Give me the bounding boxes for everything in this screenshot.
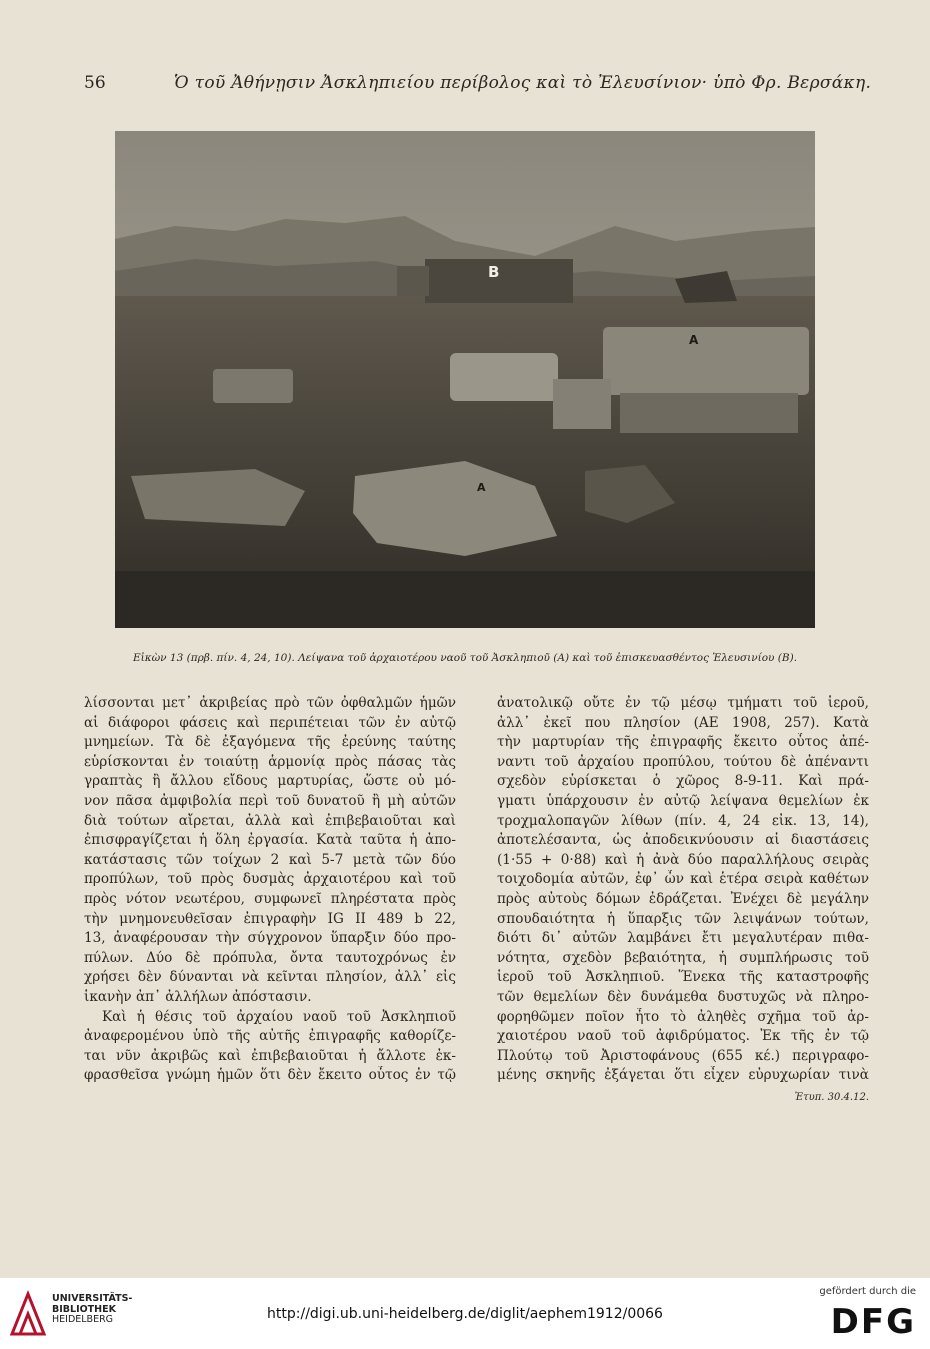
text-line: Πλούτῳ τοῦ Ἀριστοφάνους (655 κέ.) περιγραφο- xyxy=(497,1047,869,1064)
text-line: τοιχοδομία αὐτῶν, ἐφ᾿ ὧν καὶ ἑτέρα σειρὰ καθέτων xyxy=(497,871,869,888)
text-line: πρὸς αὐτοὺς δόμων ἐδράζεται. Ἐνέχει δὲ μεγάλην xyxy=(497,890,869,907)
text-line: (1·55 + 0·88) καὶ ἡ ἀνὰ δύο παραλλήλους σειρὰς xyxy=(497,851,869,868)
text-line: ἀλλ᾿ ἐκεῖ που πλησίον (ΑΕ 1908, 257). Κατὰ xyxy=(497,714,869,731)
text-line: Καὶ ἡ θέσις τοῦ ἀρχαίου ναοῦ τοῦ Ἀσκληπιοῦ xyxy=(102,1008,456,1025)
running-title: Ὁ τοῦ Ἀθήνῃσιν Ἀσκληπιείου περίβολος καὶ τὸ Ἐλευσίνιον· ὑπὸ Φρ. Βερσάκη. xyxy=(174,73,872,93)
text-line: λίσσονται μετ᾿ ἀκριβείας πρὸ τῶν ὀφθαλμῶν ἡμῶν xyxy=(84,695,456,711)
text-line: φορηθῶμεν ποῖον ἦτο τὸ ἀληθὲς σχῆμα τοῦ ἀρ- xyxy=(497,1008,869,1025)
library-name-line: UNIVERSITÄTS- xyxy=(52,1293,133,1304)
text-line: ται νῦν ἀκριβῶς καὶ ἐπιβεβαιοῦται ἡ ἄλλοτε ἐκ- xyxy=(84,1047,456,1064)
text-line: προπύλων, τοῦ πρὸς δυσμὰς ἀρχαιοτέρου καὶ τοῦ xyxy=(84,871,456,888)
text-line: διότι δι᾿ αὐτῶν λαμβάνει ἔτι μεγαλυτέραν πιθα- xyxy=(497,930,869,947)
source-url-link[interactable]: http://digi.ub.uni-heidelberg.de/diglit/aephem1912/0066 xyxy=(267,1306,663,1322)
text-line: ἱεροῦ τοῦ Ἀσκληπιοῦ. Ἕνεκα τῆς καταστροφῆς xyxy=(497,969,869,986)
text-line: ἐπισφραγίζεται ἡ ὅλη ἐργασία. Κατὰ ταῦτα ἡ ἀπο- xyxy=(84,832,456,849)
funded-by-text: gefördert durch die xyxy=(819,1286,916,1297)
library-name-line: BIBLIOTHEK xyxy=(52,1303,116,1315)
text-line: ναντι τοῦ ἀρχαίου προπύλου, τούτου δὲ ἀπέναντι xyxy=(497,753,869,770)
text-line: φρασθεῖσα γνώμη ἡμῶν ὅτι δὲν ἔκειτο οὗτος ἐν τῷ xyxy=(84,1067,456,1084)
text-line: ἱκανὴν ἀπ᾿ ἀλλήλων ἀπόστασιν. xyxy=(84,988,312,1005)
print-stamp: Ἐτυπ. 30.4.12. xyxy=(794,1091,869,1103)
text-line: νον πᾶσα ἀμφιβολία περὶ τοῦ δυνατοῦ ἢ μὴ αὐτῶν xyxy=(84,792,456,809)
text-line: σπουδαιότητα ἡ ὕπαρξις τῶν λειψάνων τούτων, xyxy=(497,910,869,927)
text-line: πύλων. Δύο δὲ πρόπυλα, ὄντα ταυτοχρόνως ἐν xyxy=(84,949,456,966)
library-name-line: HEIDELBERG xyxy=(52,1314,114,1325)
text-line: νότητα, σχεδὸν βεβαιότητα, ἡ συμπλήρωσις τοῦ xyxy=(497,949,869,966)
text-line: γραπτὰς ἢ ἄλλου εἴδους μαρτυρίας, ὥστε οὐ μό- xyxy=(84,773,456,790)
text-line: τὴν μαρτυρίαν τῆς ἐπιγραφῆς ἔκειτο οὗτος ἀπέ- xyxy=(497,734,869,751)
text-line: μνημείων. Τὰ δὲ ἐξαγόμενα τῆς ἐρεύνης ταύτης xyxy=(84,734,456,751)
text-line: 13, ἀναφέρουσαν τὴν σύγχρονον ὕπαρξιν δύο προ- xyxy=(84,930,456,947)
text-line: διὰ τούτων αἴρεται, ἀλλὰ καὶ ἐπιβεβαιοῦται καὶ xyxy=(84,812,456,829)
text-line: χρήσει δὲν δύνανται νὰ κεῖνται πλησίον, ἀλλ᾿ εἰς xyxy=(84,969,456,986)
text-line: κατάστασις τῶν τοίχων 2 καὶ 5-7 μετὰ τῶν δύο xyxy=(84,851,456,868)
text-line: σχεδὸν εὑρίσκεται ὁ χῶρος 8-9-11. Καὶ πρά- xyxy=(497,773,869,790)
marker-b: B xyxy=(488,263,500,281)
digitization-footer xyxy=(0,1278,930,1349)
text-line: μένης σκηνῆς ἐξάγεται ὅτι εἶχεν εὐρυχωρίαν τινὰ xyxy=(497,1067,869,1084)
text-line: ἀναφερομένου ὑπὸ τῆς αὐτῆς ἐπιγραφῆς καθορίζε- xyxy=(84,1028,456,1045)
text-line: ἀνατολικῷ οὔτε ἐν τῷ μέσῳ τμήματι τοῦ ἱεροῦ, xyxy=(497,695,869,711)
page-number: 56 xyxy=(84,73,106,93)
left-column xyxy=(84,694,456,1086)
marker-a2: A xyxy=(477,481,486,494)
text-line: εὑρίσκονται ἐν τοιαύτῃ ἁρμονίᾳ πρὸς πάσας τὰς xyxy=(84,753,456,770)
text-line: τῶν θεμελίων δὲν δυνάμεθα δυστυχῶς νὰ πληρο- xyxy=(497,988,869,1005)
text-line: ἀποτελέσαντα, ὡς ἀποδεικνύουσιν αἱ διαστάσεις xyxy=(497,832,869,849)
archaeological-photo xyxy=(115,131,815,628)
text-line: τὴν μνημονευθεῖσαν ἐπιγραφὴν IG II 489 b 22, xyxy=(84,910,456,927)
right-column xyxy=(497,694,869,1107)
dfg-logo: DFG xyxy=(830,1302,916,1342)
figure-caption: Εἰκὼν 13 (πρβ. πίν. 4, 24, 10). Λείψανα τοῦ ἀρχαιοτέρου ναοῦ τοῦ Ἀσκληπιοῦ (Α) καὶ τοῦ ἐπισκευασθέντος Ἐλευσινίου (Β). xyxy=(132,652,798,664)
running-header xyxy=(84,73,872,99)
text-line: γματι ὑπάρχουσιν ἐν αὐτῷ λείψανα θεμελίων ἐκ xyxy=(497,792,869,809)
marker-a: A xyxy=(689,333,699,347)
text-line: αἱ διάφοροι φάσεις καὶ περιπέτειαι τῶν ἐν αὐτῷ xyxy=(84,714,456,731)
text-line: τροχμαλοπαγῶν λίθων (πίν. 4, 24 εἰκ. 13, 14), xyxy=(497,812,869,829)
text-line: πρὸς νότον νεωτέρου, συμφωνεῖ πληρέστατα πρὸς xyxy=(84,890,456,907)
text-line: χαιοτέρου ναοῦ τοῦ ἀφιδρύματος. Ἐκ τῆς ἐν τῷ xyxy=(497,1028,869,1045)
